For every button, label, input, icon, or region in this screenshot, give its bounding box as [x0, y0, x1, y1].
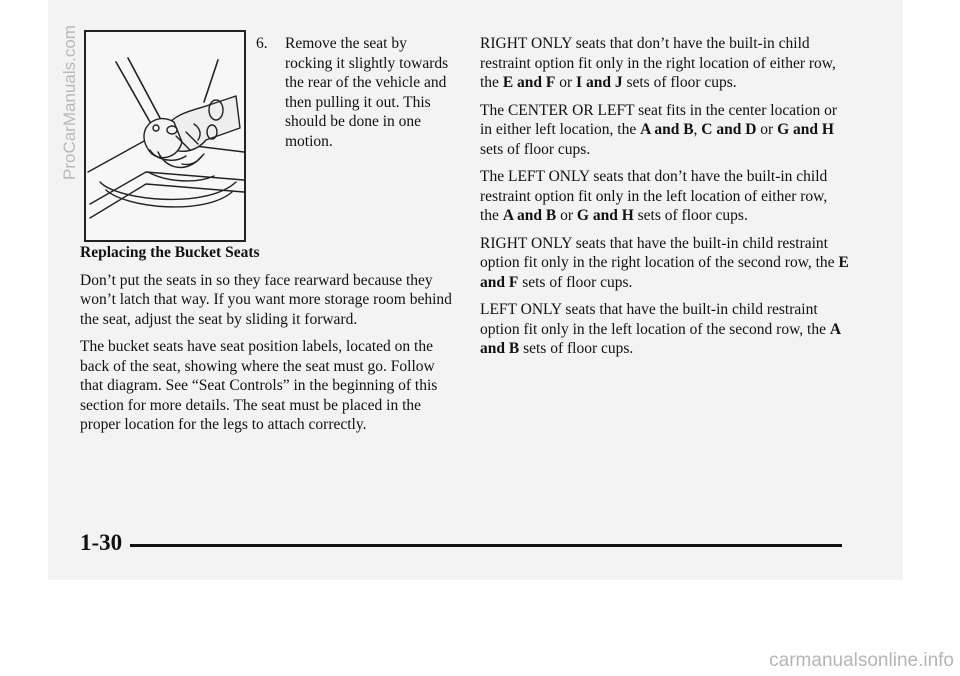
page-number: 1-30 — [80, 530, 123, 555]
paragraph-orientation: Don’t put the seats in so they face rearward because they won’t latch that way. If you want more storage room behind the seat, adjust the seat by sliding it forward. — [80, 271, 452, 328]
step-6 — [256, 34, 456, 151]
left-column — [80, 243, 452, 443]
paragraph-right-only-child: RIGHT ONLY seats that have the built-in child restraint option fit only in the right location of the second row, the E and F sets of floor cups. — [480, 234, 849, 291]
footer-rule — [130, 544, 842, 547]
right-column — [480, 34, 850, 367]
section-heading: Replacing the Bucket Seats — [80, 244, 260, 261]
paragraph-position-labels: The bucket seats have seat position labels, located on the back of the seat, showing where the seat must go. Follow that diagram. See “Seat Controls” in the beginning of this section for more details. The seat must be placed in the proper location for the legs to attach correctly. — [80, 338, 438, 433]
step-text: Remove the seat by rocking it slightly towards the rear of the vehicle and then pulling it out. This should be done in one motion. — [285, 35, 449, 150]
step-number: 6. — [256, 35, 268, 52]
seat-latch-drawing — [86, 32, 244, 240]
paragraph-center-or-left: The CENTER OR LEFT seat fits in the center location or in either left location, the A and B, C and D or G and H sets of floor cups. — [480, 101, 837, 158]
paragraph-right-only: RIGHT ONLY seats that don’t have the built-in child restraint option fit only in the right location of either row, the E and F or I and J sets of floor cups. — [480, 35, 836, 91]
paragraph-left-only-child: LEFT ONLY seats that have the built-in child restraint option fit only in the left location of the second row, the A and B sets of floor cups. — [480, 301, 841, 357]
seat-removal-illustration — [84, 30, 246, 242]
side-watermark: ProCarManuals.com — [60, 25, 79, 180]
bottom-watermark: carmanualsonline.info — [769, 650, 954, 671]
paragraph-left-only: The LEFT ONLY seats that don’t have the built-in child restraint option fit only in the left location of either row, the A and B or G and H sets of floor cups. — [480, 168, 828, 224]
